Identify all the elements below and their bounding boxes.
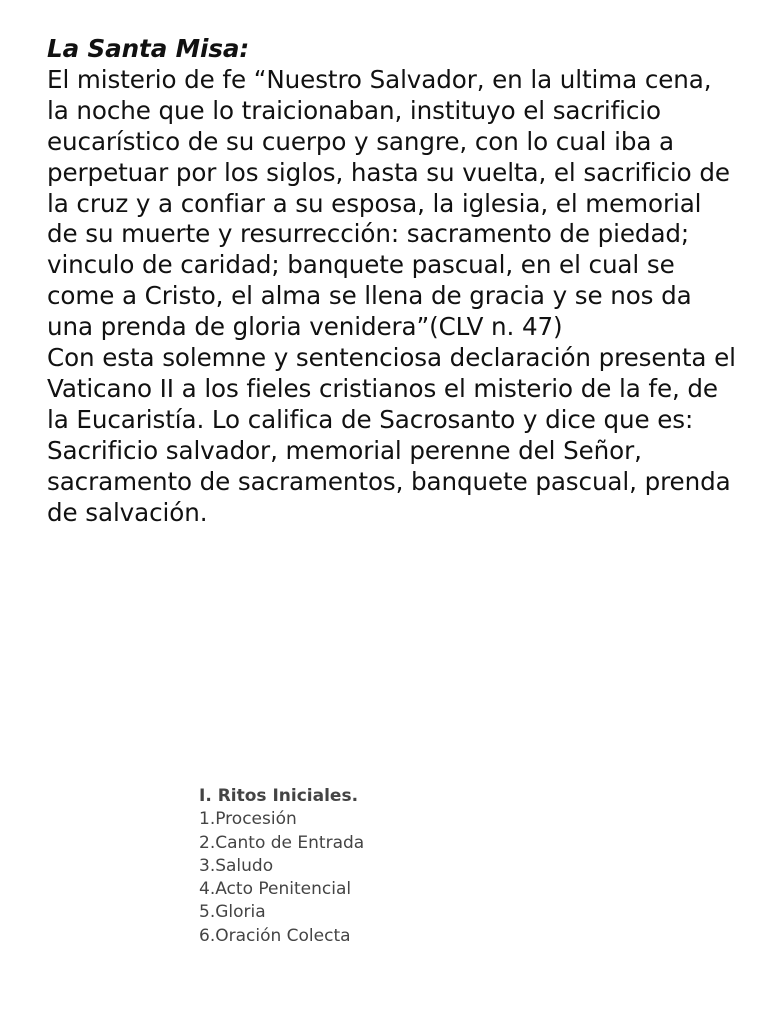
list-item: 2.Canto de Entrada bbox=[199, 832, 365, 853]
list-item: 1.Procesión bbox=[199, 809, 297, 830]
list-item: 5.Gloria bbox=[199, 902, 266, 923]
list-item: 6.Oración Colecta bbox=[199, 925, 351, 946]
list-item: 4.Acto Penitencial bbox=[199, 879, 352, 900]
ritos-iniciales-list bbox=[199, 785, 519, 948]
document-title: La Santa Misa: bbox=[47, 34, 250, 63]
paragraph-vatican-ii: Con esta solemne y sentenciosa declaración presenta el Vaticano II a los fieles cristianos el misterio de la fe, de la Eucaristía. Lo califica de Sacrosanto y dice que es: Sacrificio salvador, memorial perenne del Señor, sacramento de sacramentos, banquete pascual, prenda de salvación. bbox=[47, 343, 736, 527]
list-heading: I. Ritos Iniciales. bbox=[199, 786, 359, 806]
paragraph-mystery-of-faith: El misterio de fe “Nuestro Salvador, en la ultima cena, la noche que lo traicionaban, instituyo el sacrificio eucarístico de su cuerpo y sangre, con lo cual iba a perpetuar por los siglos, hasta su vuelta, el sacrificio de la cruz y a confiar a su esposa, la iglesia, el memorial de su muerte y resurrección: sacramento de piedad; vinculo de caridad; banquete pascual, en el cual se come a Cristo, el alma se llena de gracia y se nos da una prenda de gloria venidera”(CLV n. 47) bbox=[47, 64, 730, 342]
document-body bbox=[47, 34, 737, 576]
list-item: 3.Saludo bbox=[199, 855, 274, 876]
